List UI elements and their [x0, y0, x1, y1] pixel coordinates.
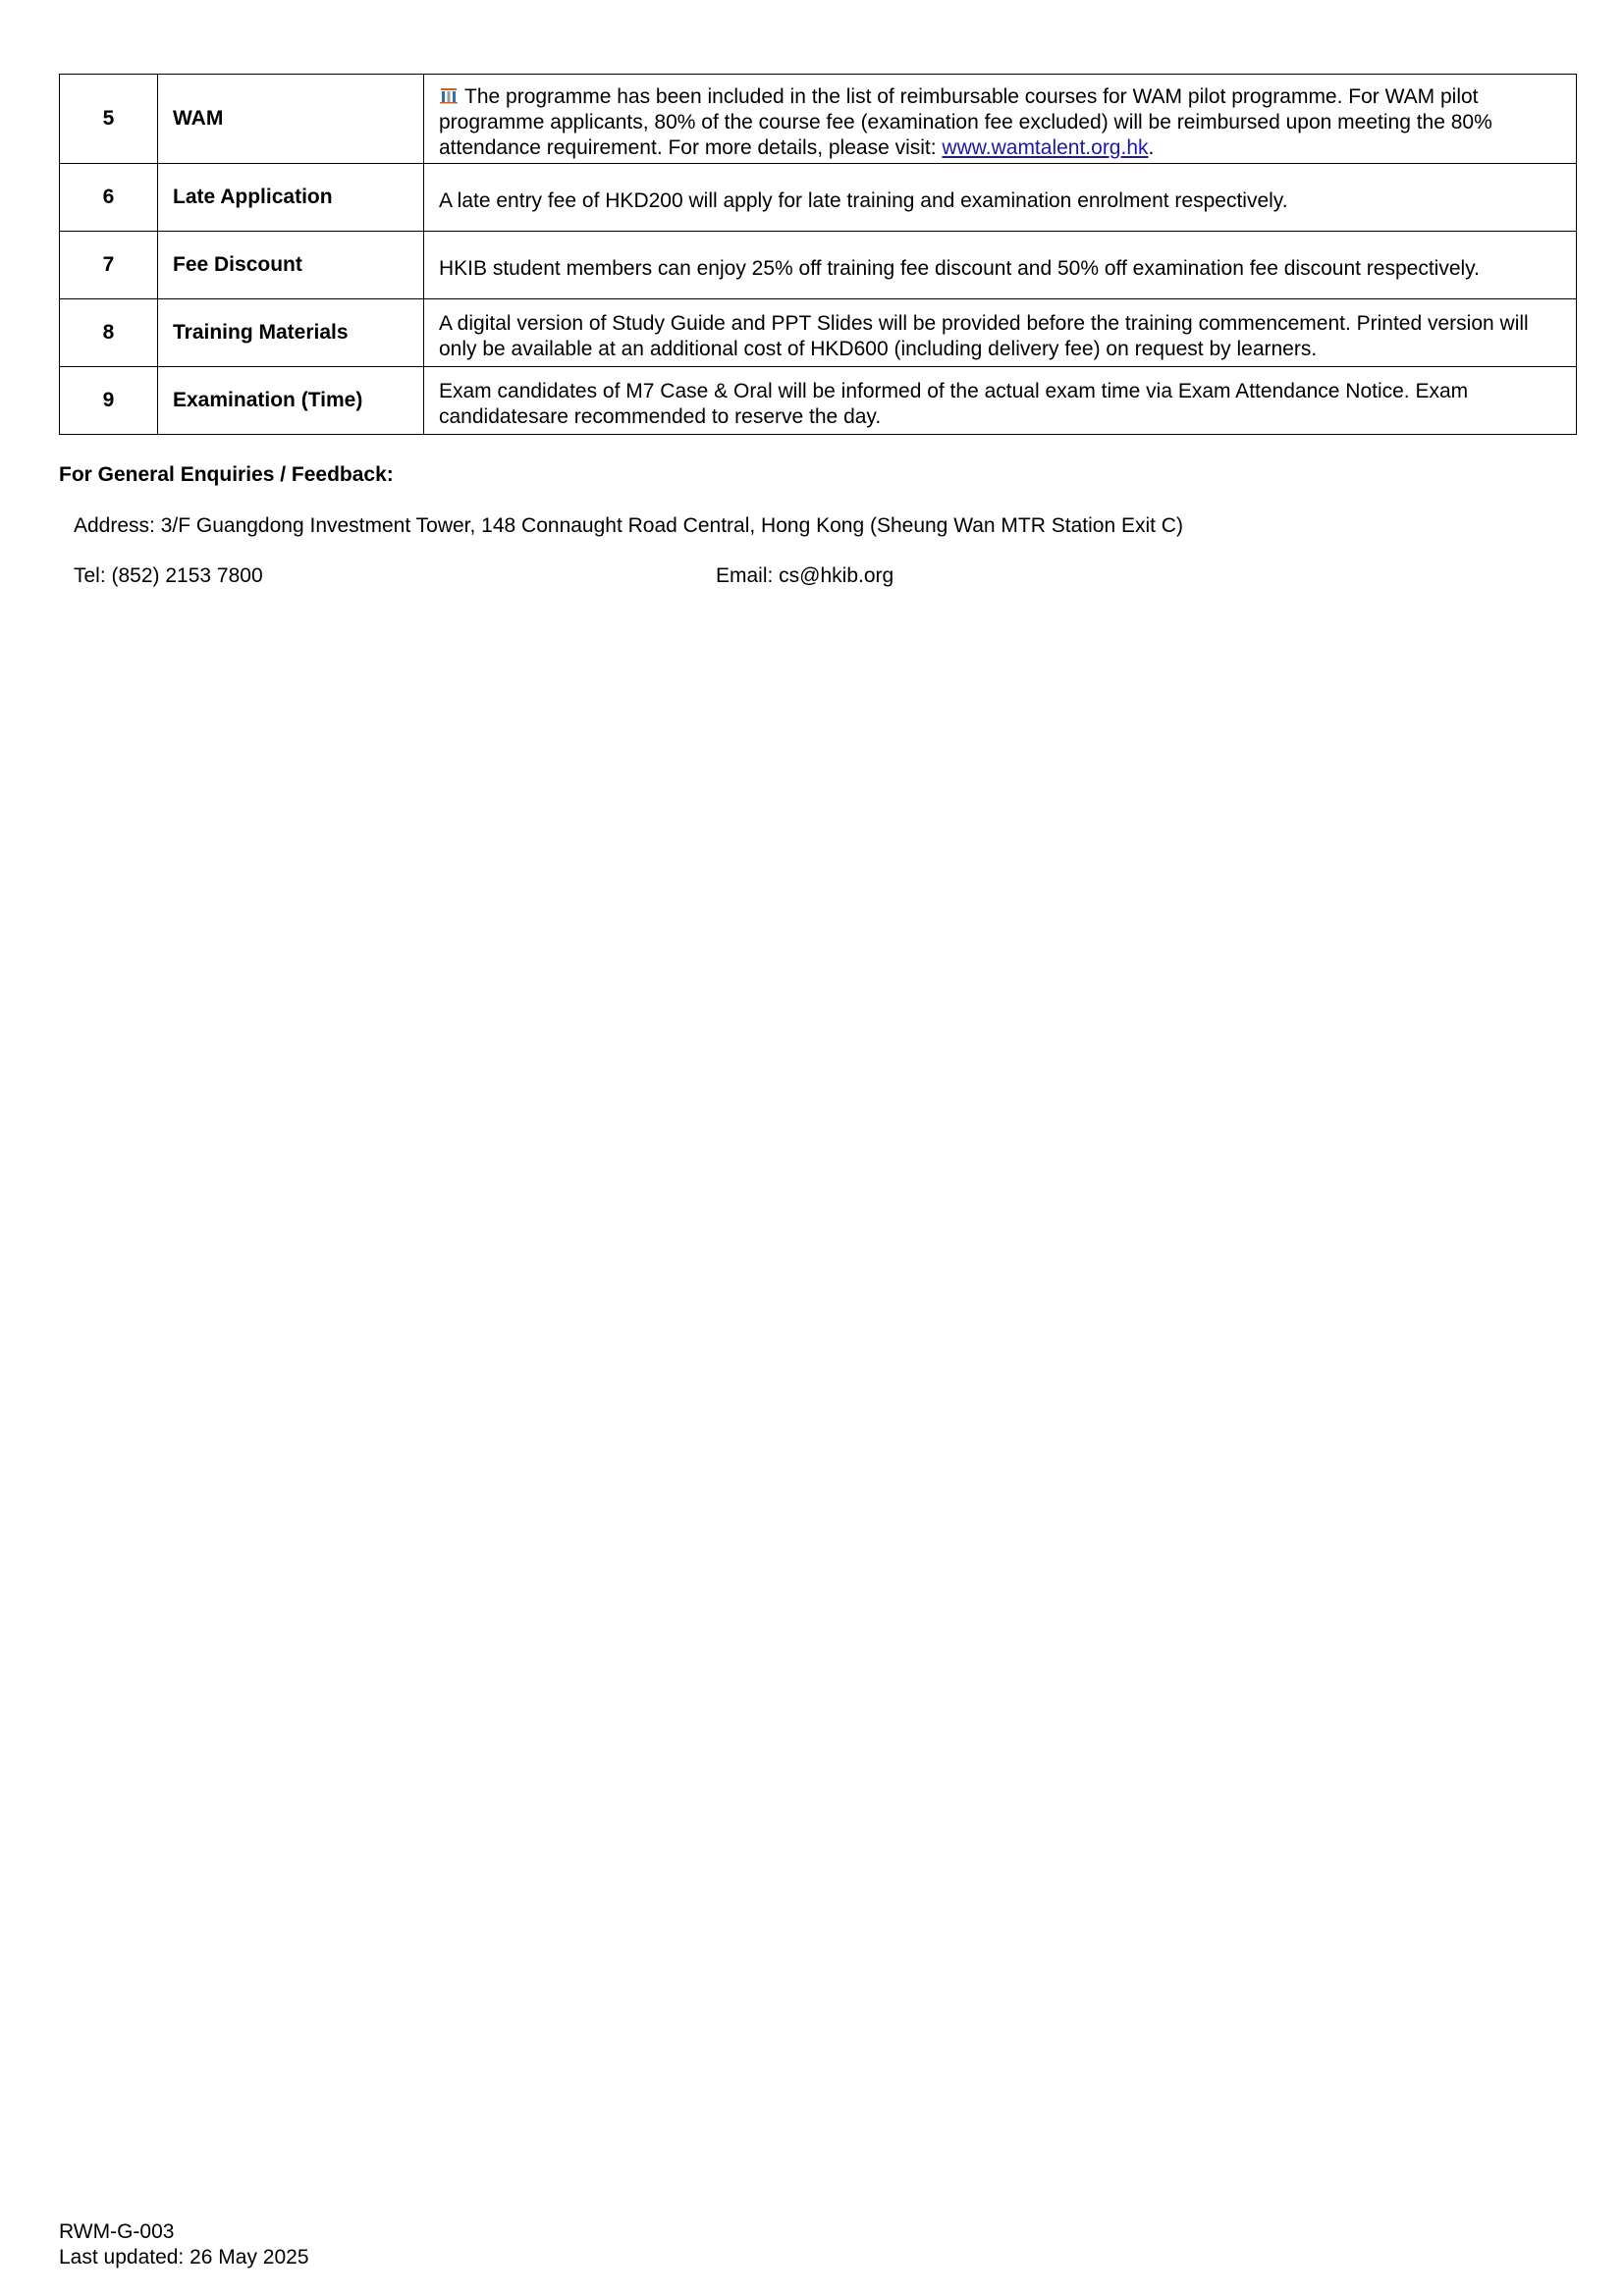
table-row: [60, 164, 1577, 232]
document-code: RWM-G-003: [59, 2220, 175, 2243]
enquiries-title: For General Enquiries / Feedback:: [59, 463, 394, 486]
row-number: 5: [60, 75, 158, 164]
telephone-text: Tel: (852) 2153 7800: [74, 564, 263, 587]
table-row: [60, 367, 1577, 435]
wam-detail-end: .: [1148, 136, 1155, 159]
last-updated: Last updated: 26 May 2025: [59, 2246, 309, 2269]
row-detail: Exam candidates of M7 Case & Oral will be informed of the actual exam time via Exam Attendance Notice. Exam candidatesare recommended to reserve the day.: [424, 367, 1577, 435]
info-table: [59, 74, 1577, 435]
email-text: Email: cs@hkib.org: [716, 564, 894, 587]
wam-pilot-logo-icon: [439, 85, 459, 103]
wam-detail-text: The programme has been included in the list of reimbursable courses for WAM pilot programme. For WAM pilot programme applicants, 80% of the course fee (examination fee excluded) will be reimbursed upon meeting the 80% attendance requirement. For more details, please visit:: [439, 85, 1492, 159]
row-number: 6: [60, 164, 158, 232]
row-number: 9: [60, 367, 158, 435]
table-row: [60, 232, 1577, 299]
row-item: WAM: [158, 75, 424, 164]
table-row: [60, 299, 1577, 367]
row-item: Examination (Time): [158, 367, 424, 435]
row-item: Fee Discount: [158, 232, 424, 299]
row-detail: A late entry fee of HKD200 will apply for late training and examination enrolment respectively.: [424, 164, 1577, 232]
wam-website-link[interactable]: www.wamtalent.org.hk: [942, 136, 1149, 159]
row-item: Training Materials: [158, 299, 424, 367]
row-detail: [424, 75, 1577, 164]
row-number: 8: [60, 299, 158, 367]
row-item: Late Application: [158, 164, 424, 232]
footer: [59, 2219, 309, 2270]
row-detail: A digital version of Study Guide and PPT Slides will be provided before the training commencement. Printed version will only be available at an additional cost of HKD600 (including delivery fee) on request by learners.: [424, 299, 1577, 367]
address-text: Address: 3/F Guangdong Investment Tower, 148 Connaught Road Central, Hong Kong (Sheung Wan MTR Station Exit C): [74, 514, 1183, 537]
table-row: [60, 75, 1577, 164]
row-number: 7: [60, 232, 158, 299]
row-detail: HKIB student members can enjoy 25% off training fee discount and 50% off examination fee discount respectively.: [424, 232, 1577, 299]
